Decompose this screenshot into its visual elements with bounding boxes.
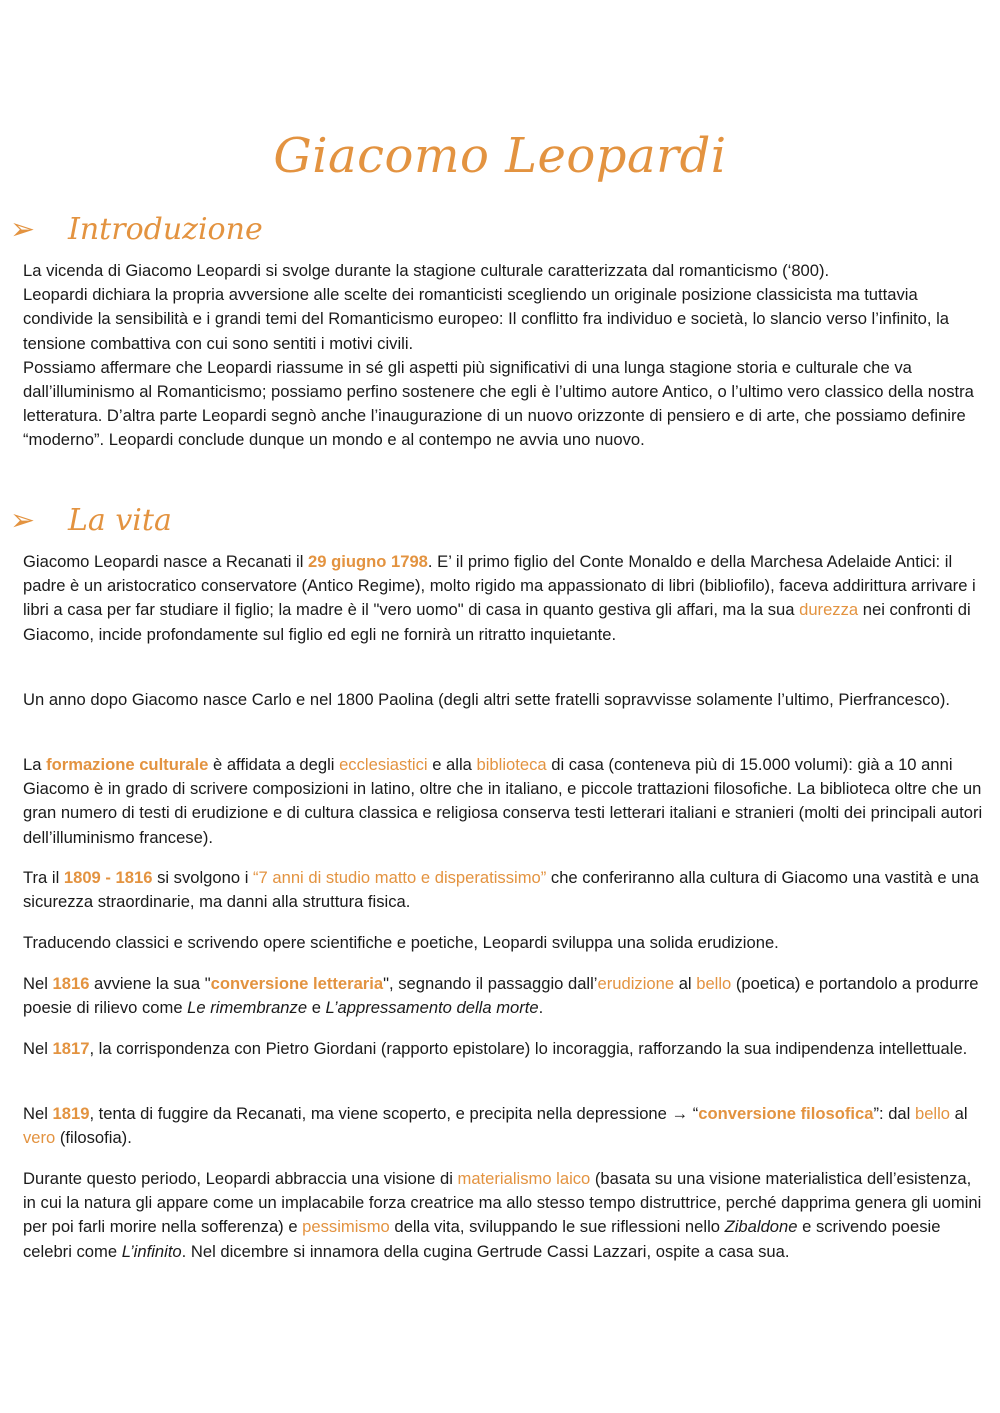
- highlight-term: erudizione: [597, 974, 675, 993]
- page-title: Giacomo Leopardi: [273, 128, 727, 184]
- work-title: Zibaldone: [724, 1217, 798, 1237]
- vita-p8: Nel 1819, tenta di fuggire da Recanati, ma viene scoperto, e precipita nella depressione → “conversione filosofica”: dal bello al vero (filosofia).: [23, 1104, 968, 1148]
- highlight-date: 1817: [52, 1039, 90, 1058]
- vita-p1: Giacomo Leopardi nasce a Recanati il 29 giugno 1798. E’ il primo figlio del Conte Monaldo e della Marchesa Adelaide Antici: il padre è un aristocratico conservatore (Antico Regime), molto rigido ma appassionato di libri (bibliofilo), faceva addirittura arrivare i libri a casa per far studiare il figlio; la madre è il "vero uomo" di casa in quanto gestiva gli affari, ma la sua durezza nei confronti di Giacomo, incide profondamente sul figlio ed egli ne fornirà un ritratto inquietante.: [23, 552, 976, 644]
- vita-p7: Nel 1817, la corrispondenza con Pietro Giordani (rapporto epistolare) lo incoraggia, rafforzando la sua indipendenza intellettuale.: [23, 1039, 968, 1058]
- vita-p4: Tra il 1809 - 1816 si svolgono i “7 anni di studio matto e disperatissimo” che conferiranno alla cultura di Giacomo una vastità e una sicurezza straordinarie, ma danni alla struttura fisica.: [23, 868, 979, 912]
- highlight-term: bello: [696, 974, 732, 993]
- highlight-date: 1816: [52, 974, 90, 993]
- highlight-term: materialismo laico: [457, 1169, 591, 1188]
- vita-p3: La formazione culturale è affidata a degli ecclesiastici e alla biblioteca di casa (conteneva più di 15.000 volumi): già a 10 anni Giacomo è in grado di scrivere composizioni in latino, oltre che in italiano, e piccole trattazioni filosofiche. La biblioteca oltre che un gran numero di testi di erudizione e di cultura classica e religiosa conserva testi letterari italiani e stranieri (molti dei principali autori dell’illuminismo francese).: [23, 755, 983, 847]
- arrow-bullet-icon: ➢: [10, 503, 36, 537]
- vita-p5: Traducendo classici e scrivendo opere scientifiche e poetiche, Leopardi sviluppa una solida erudizione.: [23, 933, 779, 952]
- highlight-quote: “7 anni di studio matto e disperatissimo”: [253, 868, 547, 887]
- highlight-term: durezza: [799, 600, 859, 620]
- arrow-bullet-icon: ➢: [10, 212, 36, 246]
- highlight-date: 29 giugno 1798: [308, 552, 428, 571]
- highlight-term: bello: [914, 1104, 951, 1123]
- vita-p2: Un anno dopo Giacomo nasce Carlo e nel 1800 Paolina (degli altri sette fratelli sopravvisse solamente l’ultimo, Pierfrancesco).: [23, 690, 950, 709]
- intro-line: La vicenda di Giacomo Leopardi si svolge durante la stagione culturale caratterizzata dal romanticismo (‘800).: [23, 261, 830, 280]
- highlight-term: ecclesiastici: [339, 755, 428, 774]
- work-title: L’appressamento della morte: [325, 998, 539, 1018]
- highlight-term: vero: [23, 1128, 56, 1148]
- intro-paragraph: [23, 259, 983, 356]
- section-heading-introduzione: [10, 212, 263, 247]
- intro-line: Leopardi dichiara la propria avversione alle scelte dei romanticisti scegliendo un originale posizione classicista ma tuttavia condivide la sensibilità e i grandi temi del Romanticismo europeo: Il conflitto fra individuo e società, lo slancio verso l’infinito, la tensione combattiva con cui sono sentiti i motivi civili.: [23, 285, 950, 353]
- highlight-date: 1809 - 1816: [63, 868, 153, 887]
- section-heading-la-vita: [10, 503, 172, 538]
- intro-text: [23, 259, 983, 453]
- intro-paragraph: Possiamo affermare che Leopardi riassume in sé gli aspetti più significativi di una lunga stagione storia e culturale che va dall’illuminismo al Romanticismo; possiamo perfino sostenere che egli è l’ultimo autore Antico, o l’ultimo vero classico della nostra letteratura. D’altra parte Leopardi segnò anche l’inaugurazione di un nuovo orizzonte di pensiero e di arte, che possiamo definire “moderno”. Leopardi conclude dunque un mondo e al contempo ne avvia uno nuovo.: [23, 357, 974, 450]
- vita-p9: Durante questo periodo, Leopardi abbraccia una visione di materialismo laico (basata su una visione materialistica dell’esistenza, in cui la natura gli appare come un implacabile forza creatrice ma allo stesso tempo distruttrice, perché dapprima genera gli uomini per poi farli morire nella sofferenza) e pessimismo della vita, sviluppando le sue riflessioni nello Zibaldone e scrivendo poesie celebri come L’infinito. Nel dicembre si innamora della cugina Gertrude Cassi Lazzari, ospite a casa sua.: [23, 1169, 982, 1261]
- highlight-term: formazione culturale: [46, 755, 209, 774]
- highlight-term: biblioteca: [476, 755, 547, 774]
- vita-p6: Nel 1816 avviene la sua "conversione letteraria", segnando il passaggio dall’erudizione al bello (poetica) e portandolo a produrre poesie di rilievo come Le rimembranze e L’appressamento della morte.: [23, 974, 979, 1018]
- work-title: L’infinito: [121, 1241, 182, 1261]
- highlight-term: conversione filosofica: [698, 1104, 874, 1123]
- highlight-term: conversione letteraria: [210, 974, 384, 993]
- highlight-term: pessimismo: [302, 1217, 390, 1237]
- section-heading-text: La vita: [68, 503, 172, 538]
- work-title: Le rimembranze: [187, 998, 308, 1018]
- section-heading-text: Introduzione: [68, 212, 263, 247]
- highlight-date: 1819: [52, 1104, 90, 1123]
